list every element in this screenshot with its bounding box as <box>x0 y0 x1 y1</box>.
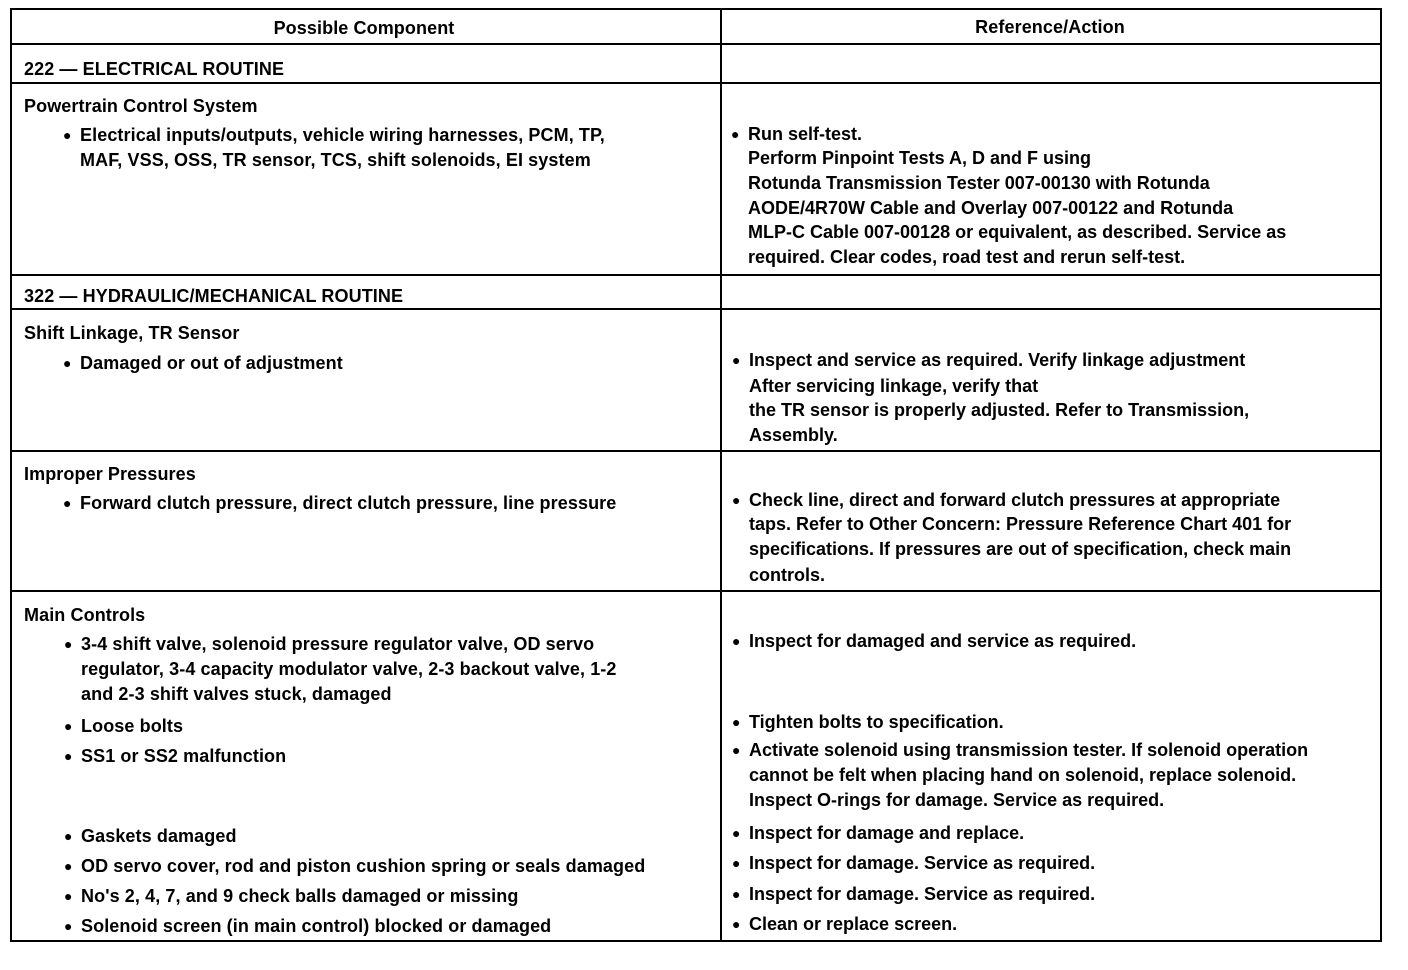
component-line: ● OD servo cover, rod and piston cushion spring or seals damaged <box>81 854 645 879</box>
action-line: specifications. If pressures are out of specification, check main <box>749 539 1292 559</box>
component-line: ● Forward clutch pressure, direct clutch pressure, line pressure <box>80 491 616 516</box>
action-line: ● Inspect for damage. Service as required. <box>732 853 1096 873</box>
component-line: regulator, 3-4 capacity modulator valve, 2-3 backout valve, 1-2 <box>81 659 617 679</box>
group-heading-shift-linkage: Shift Linkage, TR Sensor <box>24 323 240 343</box>
action-line: ● Inspect for damage. Service as required. <box>732 884 1096 904</box>
component-line: ● Loose bolts <box>81 714 183 739</box>
header-possible-component: Possible Component <box>273 18 455 38</box>
component-line: ● Electrical inputs/outputs, vehicle wiring harnesses, PCM, TP, <box>80 123 605 148</box>
action-line: required. Clear codes, road test and rerun self-test. <box>748 247 1186 267</box>
action-line: Assembly. <box>749 425 838 445</box>
section-title-electrical: 222 — ELECTRICAL ROUTINE <box>24 59 285 79</box>
action-line: ● Inspect and service as required. Verify linkage adjustment <box>732 350 1246 370</box>
row-divider <box>12 274 1380 276</box>
action-line: ● Inspect for damaged and service as required. <box>732 631 1137 651</box>
action-line: ● Run self-test. <box>731 124 863 144</box>
component-line: ● No's 2, 4, 7, and 9 check balls damaged or missing <box>81 884 518 909</box>
group-heading-main-controls: Main Controls <box>24 605 146 625</box>
action-line: the TR sensor is properly adjusted. Refer to Transmission, <box>749 400 1250 420</box>
column-divider <box>720 10 722 940</box>
action-line: ● Check line, direct and forward clutch pressures at appropriate <box>732 490 1281 510</box>
component-line: and 2-3 shift valves stuck, damaged <box>81 684 392 704</box>
row-divider <box>12 43 1380 45</box>
action-line: Perform Pinpoint Tests A, D and F using <box>748 148 1092 168</box>
group-heading-improper-pressures: Improper Pressures <box>24 464 196 484</box>
component-line: ● SS1 or SS2 malfunction <box>81 744 286 769</box>
action-line: After servicing linkage, verify that <box>749 376 1039 396</box>
action-line: ● Inspect for damage and replace. <box>732 823 1025 843</box>
action-line: Rotunda Transmission Tester 007-00130 with Rotunda <box>748 173 1210 193</box>
component-line: ● Gaskets damaged <box>81 824 237 849</box>
row-divider <box>12 450 1380 452</box>
action-line: cannot be felt when placing hand on solenoid, replace solenoid. <box>749 765 1297 785</box>
action-line: ● Activate solenoid using transmission tester. If solenoid operation <box>732 740 1309 760</box>
action-line: ● Clean or replace screen. <box>732 914 958 934</box>
action-line: taps. Refer to Other Concern: Pressure Reference Chart 401 for <box>749 514 1292 534</box>
component-line: ● Damaged or out of adjustment <box>80 351 343 376</box>
group-heading-powertrain: Powertrain Control System <box>24 96 258 116</box>
action-line: AODE/4R70W Cable and Overlay 007-00122 and Rotunda <box>748 198 1234 218</box>
action-line: Inspect O-rings for damage. Service as required. <box>749 790 1165 810</box>
component-line: MAF, VSS, OSS, TR sensor, TCS, shift solenoids, EI system <box>80 150 591 170</box>
component-line: ● 3-4 shift valve, solenoid pressure regulator valve, OD servo <box>81 632 594 657</box>
row-divider <box>12 82 1380 84</box>
section-title-hydraulic: 322 — HYDRAULIC/MECHANICAL ROUTINE <box>24 286 404 306</box>
action-line: ● Tighten bolts to specification. <box>732 712 1004 732</box>
row-divider <box>12 590 1380 592</box>
header-reference-action: Reference/Action <box>975 17 1125 37</box>
action-line: controls. <box>749 565 826 585</box>
action-line: MLP-C Cable 007-00128 or equivalent, as described. Service as <box>748 222 1287 242</box>
component-line: ● Solenoid screen (in main control) blocked or damaged <box>81 914 551 939</box>
